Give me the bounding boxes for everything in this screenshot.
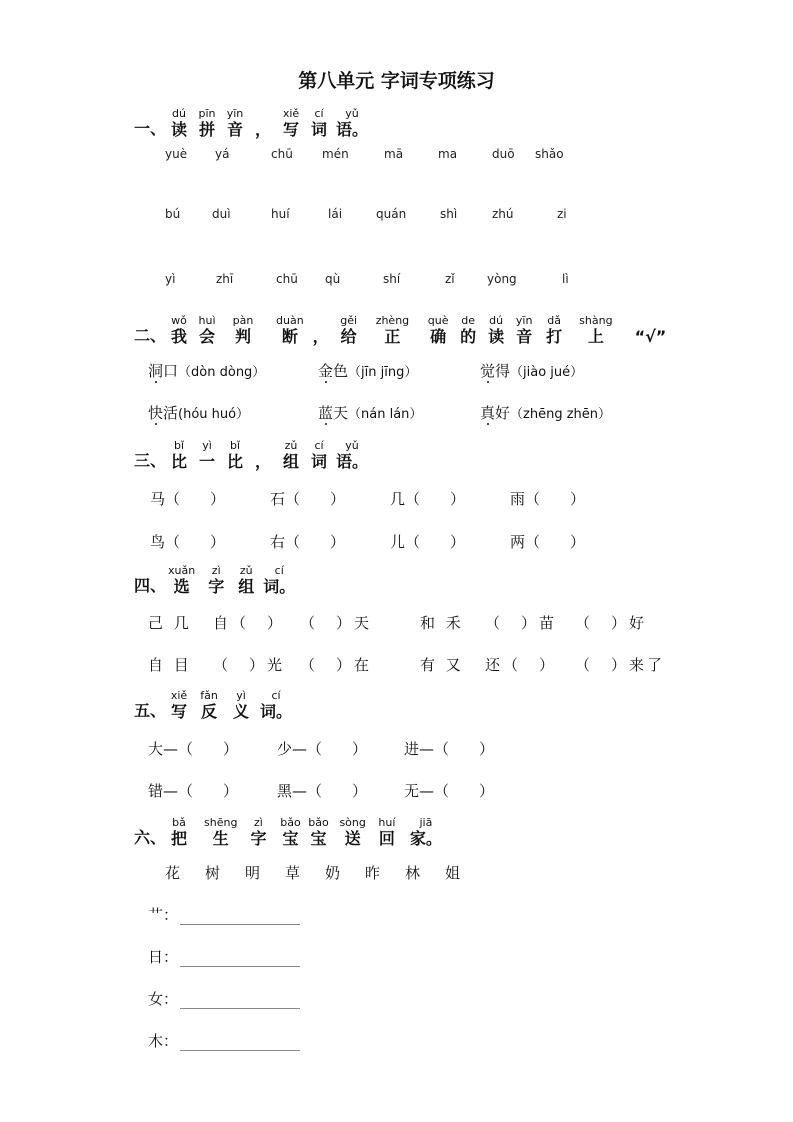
pinyin-annotation: dú <box>172 107 186 120</box>
heading-char <box>308 440 330 471</box>
heading-char <box>168 565 195 596</box>
heading-character: 字 <box>208 577 225 596</box>
heading-character: 字 <box>250 829 267 848</box>
pinyin-annotation: dǎ <box>547 314 562 327</box>
pinyin-annotation: wǒ <box>171 314 187 327</box>
heading-character: 组 <box>238 577 255 596</box>
word-blank-item[interactable]: 鸟（ ） <box>150 533 226 551</box>
heading-char <box>427 315 449 346</box>
word-blank-item[interactable]: 雨（ ） <box>510 490 586 508</box>
pinyin-prompt: duì <box>212 207 231 221</box>
heading-character: 反 <box>201 702 218 721</box>
heading-char <box>579 315 612 346</box>
character-to-sort: 树 <box>205 864 221 882</box>
pinyin-options[interactable]: （dòn dòng） <box>178 365 266 380</box>
pinyin-options[interactable]: （zhēng zhēn） <box>510 407 612 422</box>
pinyin-options[interactable]: （nán lán） <box>348 407 423 422</box>
word-blank-item[interactable]: 几（ ） <box>390 490 466 508</box>
pinyin-prompt: chū <box>276 272 298 286</box>
page-title: 第八单元 字词专项练习 <box>298 70 495 92</box>
heading-char <box>276 315 304 346</box>
pinyin-annotation: zì <box>211 564 221 577</box>
pinyin-annotation: zhèng <box>375 314 410 327</box>
dotted-character: 真 <box>480 404 496 422</box>
heading-character: 词。 <box>260 702 293 721</box>
antonym-item[interactable]: 黑—（ ） <box>277 782 368 800</box>
heading-char <box>376 817 398 848</box>
answer-line[interactable] <box>180 1036 300 1051</box>
heading-char <box>205 565 227 596</box>
heading-char <box>230 690 252 721</box>
antonym-item[interactable]: 大—（ ） <box>148 740 239 758</box>
section-heading-s6 <box>134 817 448 848</box>
radical-home-row <box>148 904 300 925</box>
antonym-item[interactable]: 少—（ ） <box>277 740 368 758</box>
heading-char <box>198 690 220 721</box>
character-to-sort: 姐 <box>445 864 461 882</box>
dotted-character: 洞 <box>148 362 164 380</box>
heading-char <box>339 817 365 848</box>
reading-choice-item[interactable] <box>148 360 265 381</box>
heading-character: 把 <box>171 829 188 848</box>
heading-char <box>338 315 360 346</box>
reading-choice-item[interactable] <box>318 360 417 381</box>
pinyin-prompt: shǎo <box>535 147 564 161</box>
pinyin-annotation: bǎo <box>308 816 329 829</box>
heading-character: 读 <box>488 327 505 346</box>
heading-character: ， <box>312 327 329 346</box>
heading-character: 音 <box>516 327 533 346</box>
radical-home-row <box>148 988 300 1009</box>
pinyin-prompt: mā <box>384 147 404 161</box>
pinyin-prompt: yòng <box>487 272 517 286</box>
heading-character: 生 <box>212 829 229 848</box>
section-number: 一、 <box>134 119 167 138</box>
pinyin-prompt: shì <box>440 207 458 221</box>
dotted-character: 快 <box>148 404 164 422</box>
pinyin-annotation: pīn <box>198 107 216 120</box>
heading-char <box>252 120 274 139</box>
pinyin-annotation: dú <box>489 314 504 327</box>
pinyin-annotation: xiě <box>170 689 188 702</box>
heading-character: 的 <box>460 327 477 346</box>
heading-character: 送 <box>344 829 361 848</box>
pinyin-prompt: lái <box>328 207 343 221</box>
radical-label: 女： <box>148 990 179 1008</box>
heading-char <box>263 565 295 596</box>
heading-character: 判 <box>235 327 252 346</box>
heading-character: 语。 <box>336 120 369 139</box>
heading-char <box>196 108 218 139</box>
choose-char-item[interactable]: 和 禾 <box>420 614 464 632</box>
heading-character: 写 <box>171 702 188 721</box>
radical-label: 艹： <box>148 906 179 924</box>
heading-char <box>232 315 254 346</box>
choose-char-item[interactable]: （ ）天 <box>300 614 373 632</box>
heading-character: 上 <box>587 327 604 346</box>
pinyin-annotation: cí <box>274 564 284 577</box>
heading-char <box>168 315 190 346</box>
pinyin-annotation: yì <box>236 689 246 702</box>
pinyin-prompt: bú <box>165 207 181 221</box>
heading-character: 打 <box>546 327 563 346</box>
pinyin-annotation: xiě <box>282 107 300 120</box>
character-to-sort: 林 <box>405 864 421 882</box>
pinyin-prompt: zhú <box>492 207 514 221</box>
pinyin-options[interactable]: （jīn jīng） <box>348 365 418 380</box>
pinyin-annotation: yǔ <box>345 439 359 452</box>
heading-char <box>336 440 368 471</box>
dotted-character: 蓝 <box>318 404 334 422</box>
heading-character: 词 <box>311 120 328 139</box>
heading-char <box>543 315 565 346</box>
radical-label: 日： <box>148 948 179 966</box>
heading-character: 义 <box>233 702 250 721</box>
heading-character: 一 <box>199 452 216 471</box>
choose-char-item[interactable]: （ ）好 <box>575 614 648 632</box>
pinyin-annotation: huí <box>378 816 396 829</box>
choose-char-item[interactable]: 自（ ） <box>213 614 286 632</box>
choose-char-item[interactable]: 己 几 <box>148 614 192 632</box>
heading-char <box>457 315 479 346</box>
pinyin-annotation: yīn <box>515 314 533 327</box>
heading-character: “√” <box>634 327 667 346</box>
pinyin-prompt: zǐ <box>445 272 455 286</box>
heading-character: 断 <box>281 327 298 346</box>
heading-character: 拼 <box>199 120 216 139</box>
heading-character: 比 <box>171 452 188 471</box>
heading-character: 会 <box>199 327 216 346</box>
heading-character: 宝 <box>310 829 327 848</box>
pinyin-annotation: zǔ <box>284 439 298 452</box>
pinyin-annotation: xuǎn <box>168 564 196 577</box>
heading-char <box>196 440 218 471</box>
reading-choice-item[interactable] <box>318 402 422 423</box>
antonym-item[interactable]: 进—（ ） <box>404 740 495 758</box>
pinyin-prompt: yá <box>215 147 230 161</box>
heading-character: 读 <box>171 120 188 139</box>
choose-char-item[interactable]: （ ）在 <box>300 656 373 674</box>
heading-character: 我 <box>171 327 188 346</box>
pinyin-prompt: ma <box>438 147 458 161</box>
character-to-sort: 奶 <box>325 864 341 882</box>
heading-character: 音 <box>227 120 244 139</box>
pinyin-options[interactable]: （jiào jué） <box>510 365 584 380</box>
heading-char <box>235 565 257 596</box>
word-blank-item[interactable]: 两（ ） <box>510 533 586 551</box>
pinyin-annotation: bǐ <box>229 439 241 452</box>
heading-character: 家。 <box>409 829 442 848</box>
heading-char <box>376 315 409 346</box>
heading-char <box>168 108 190 139</box>
antonym-item[interactable]: 无—（ ） <box>404 782 495 800</box>
heading-character: 正 <box>384 327 401 346</box>
heading-char <box>279 817 301 848</box>
pinyin-annotation: huì <box>198 314 216 327</box>
choose-char-item[interactable]: （ ）光 <box>213 656 286 674</box>
heading-character: 给 <box>340 327 357 346</box>
pinyin-annotation: zǔ <box>239 564 253 577</box>
pinyin-prompt: chū <box>271 147 293 161</box>
heading-char <box>168 690 190 721</box>
pinyin-prompt: lì <box>562 272 569 286</box>
dotted-character: 觉 <box>480 362 496 380</box>
pinyin-prompt: huí <box>271 207 290 221</box>
character: 口 <box>163 362 179 380</box>
heading-char <box>485 315 507 346</box>
heading-char <box>224 440 246 471</box>
heading-character: 写 <box>283 120 300 139</box>
section-heading-s2 <box>134 315 672 346</box>
dotted-character: 金 <box>318 362 334 380</box>
heading-character: ， <box>255 120 272 139</box>
section-number: 二、 <box>134 326 167 345</box>
radical-home-row <box>148 946 300 967</box>
character-to-sort: 明 <box>245 864 261 882</box>
pinyin-annotation: sòng <box>339 816 366 829</box>
pinyin-annotation: shàng <box>579 314 613 327</box>
pinyin-prompt: yì <box>165 272 176 286</box>
heading-char <box>247 817 269 848</box>
pinyin-annotation: bǎo <box>280 816 301 829</box>
section-heading-s1 <box>134 108 374 139</box>
choose-char-item[interactable]: 自 目 <box>148 656 192 674</box>
heading-char <box>410 817 442 848</box>
pinyin-annotation: jiā <box>419 816 433 829</box>
heading-char <box>307 817 329 848</box>
pinyin-annotation: de <box>461 314 476 327</box>
section-heading-s5 <box>134 690 298 721</box>
reading-choice-item[interactable] <box>480 402 611 423</box>
heading-char <box>252 452 274 471</box>
pinyin-prompt: zhī <box>216 272 234 286</box>
pinyin-annotation: fǎn <box>200 689 218 702</box>
heading-char <box>280 440 302 471</box>
pinyin-prompt: mén <box>322 147 349 161</box>
pinyin-prompt: shí <box>383 272 401 286</box>
answer-line[interactable] <box>180 910 300 925</box>
character: 活 <box>163 404 179 422</box>
heading-character: 组 <box>283 452 300 471</box>
heading-character: 确 <box>430 327 447 346</box>
answer-line[interactable] <box>180 952 300 967</box>
pinyin-prompt: duō <box>492 147 515 161</box>
word-blank-item[interactable]: 马（ ） <box>150 490 226 508</box>
choose-char-item[interactable]: 还（ ） <box>485 656 558 674</box>
heading-character: 词 <box>311 452 328 471</box>
section-number: 四、 <box>134 576 167 595</box>
choose-char-item[interactable]: （ ）苗 <box>485 614 558 632</box>
heading-char <box>168 440 190 471</box>
pinyin-annotation: gěi <box>340 314 358 327</box>
word-blank-item[interactable]: 右（ ） <box>270 533 346 551</box>
heading-character: 选 <box>173 577 190 596</box>
heading-character: ， <box>255 452 272 471</box>
word-blank-item[interactable]: 石（ ） <box>270 490 346 508</box>
character: 色 <box>333 362 349 380</box>
antonym-item[interactable]: 错—（ ） <box>148 782 239 800</box>
pinyin-annotation: bǎ <box>172 816 186 829</box>
section-number: 六、 <box>134 828 167 847</box>
heading-char <box>513 315 535 346</box>
radical-home-row <box>148 1030 300 1051</box>
choose-char-item[interactable]: 有 又 <box>420 656 464 674</box>
heading-char <box>168 817 190 848</box>
pinyin-annotation: cí <box>271 689 281 702</box>
heading-char <box>310 327 332 346</box>
heading-char <box>204 817 237 848</box>
character-to-sort: 草 <box>285 864 301 882</box>
pinyin-annotation: cí <box>314 107 324 120</box>
reading-choice-item[interactable] <box>148 402 249 423</box>
character-to-sort: 昨 <box>365 864 381 882</box>
section-number: 五、 <box>134 701 167 720</box>
pinyin-annotation: què <box>427 314 449 327</box>
pinyin-annotation: yì <box>202 439 212 452</box>
answer-line[interactable] <box>180 994 300 1009</box>
pinyin-annotation: yīn <box>226 107 244 120</box>
pinyin-annotation: cí <box>314 439 324 452</box>
heading-char <box>196 315 218 346</box>
pinyin-prompt: zi <box>557 207 567 221</box>
heading-char <box>308 108 330 139</box>
pinyin-prompt: yuè <box>165 147 188 161</box>
heading-character: 比 <box>227 452 244 471</box>
character: 好 <box>495 404 511 422</box>
heading-char <box>635 327 667 346</box>
heading-char <box>336 108 368 139</box>
pinyin-annotation: duàn <box>276 314 304 327</box>
pinyin-annotation: zì <box>254 816 263 829</box>
character: 天 <box>333 404 349 422</box>
heading-char <box>224 108 246 139</box>
character-to-sort: 花 <box>165 864 181 882</box>
heading-character: 语。 <box>336 452 369 471</box>
heading-char <box>280 108 302 139</box>
heading-character: 词。 <box>263 577 296 596</box>
pinyin-options[interactable]: (hóu huó） <box>178 407 250 422</box>
section-heading-s3 <box>134 440 374 471</box>
heading-character: 回 <box>378 829 395 848</box>
pinyin-annotation: bǐ <box>173 439 185 452</box>
choose-char-item[interactable]: （ ）来了 <box>575 656 666 674</box>
heading-char <box>260 690 292 721</box>
section-number: 三、 <box>134 451 167 470</box>
pinyin-prompt: qù <box>325 272 341 286</box>
pinyin-annotation: pàn <box>232 314 254 327</box>
character: 得 <box>495 362 511 380</box>
pinyin-annotation: shēng <box>204 816 238 829</box>
pinyin-prompt: quán <box>376 207 407 221</box>
section-heading-s4 <box>134 565 301 596</box>
radical-label: 木： <box>148 1032 179 1050</box>
word-blank-item[interactable]: 儿（ ） <box>390 533 466 551</box>
heading-character: 宝 <box>282 829 299 848</box>
reading-choice-item[interactable] <box>480 360 583 381</box>
pinyin-annotation: yǔ <box>345 107 359 120</box>
